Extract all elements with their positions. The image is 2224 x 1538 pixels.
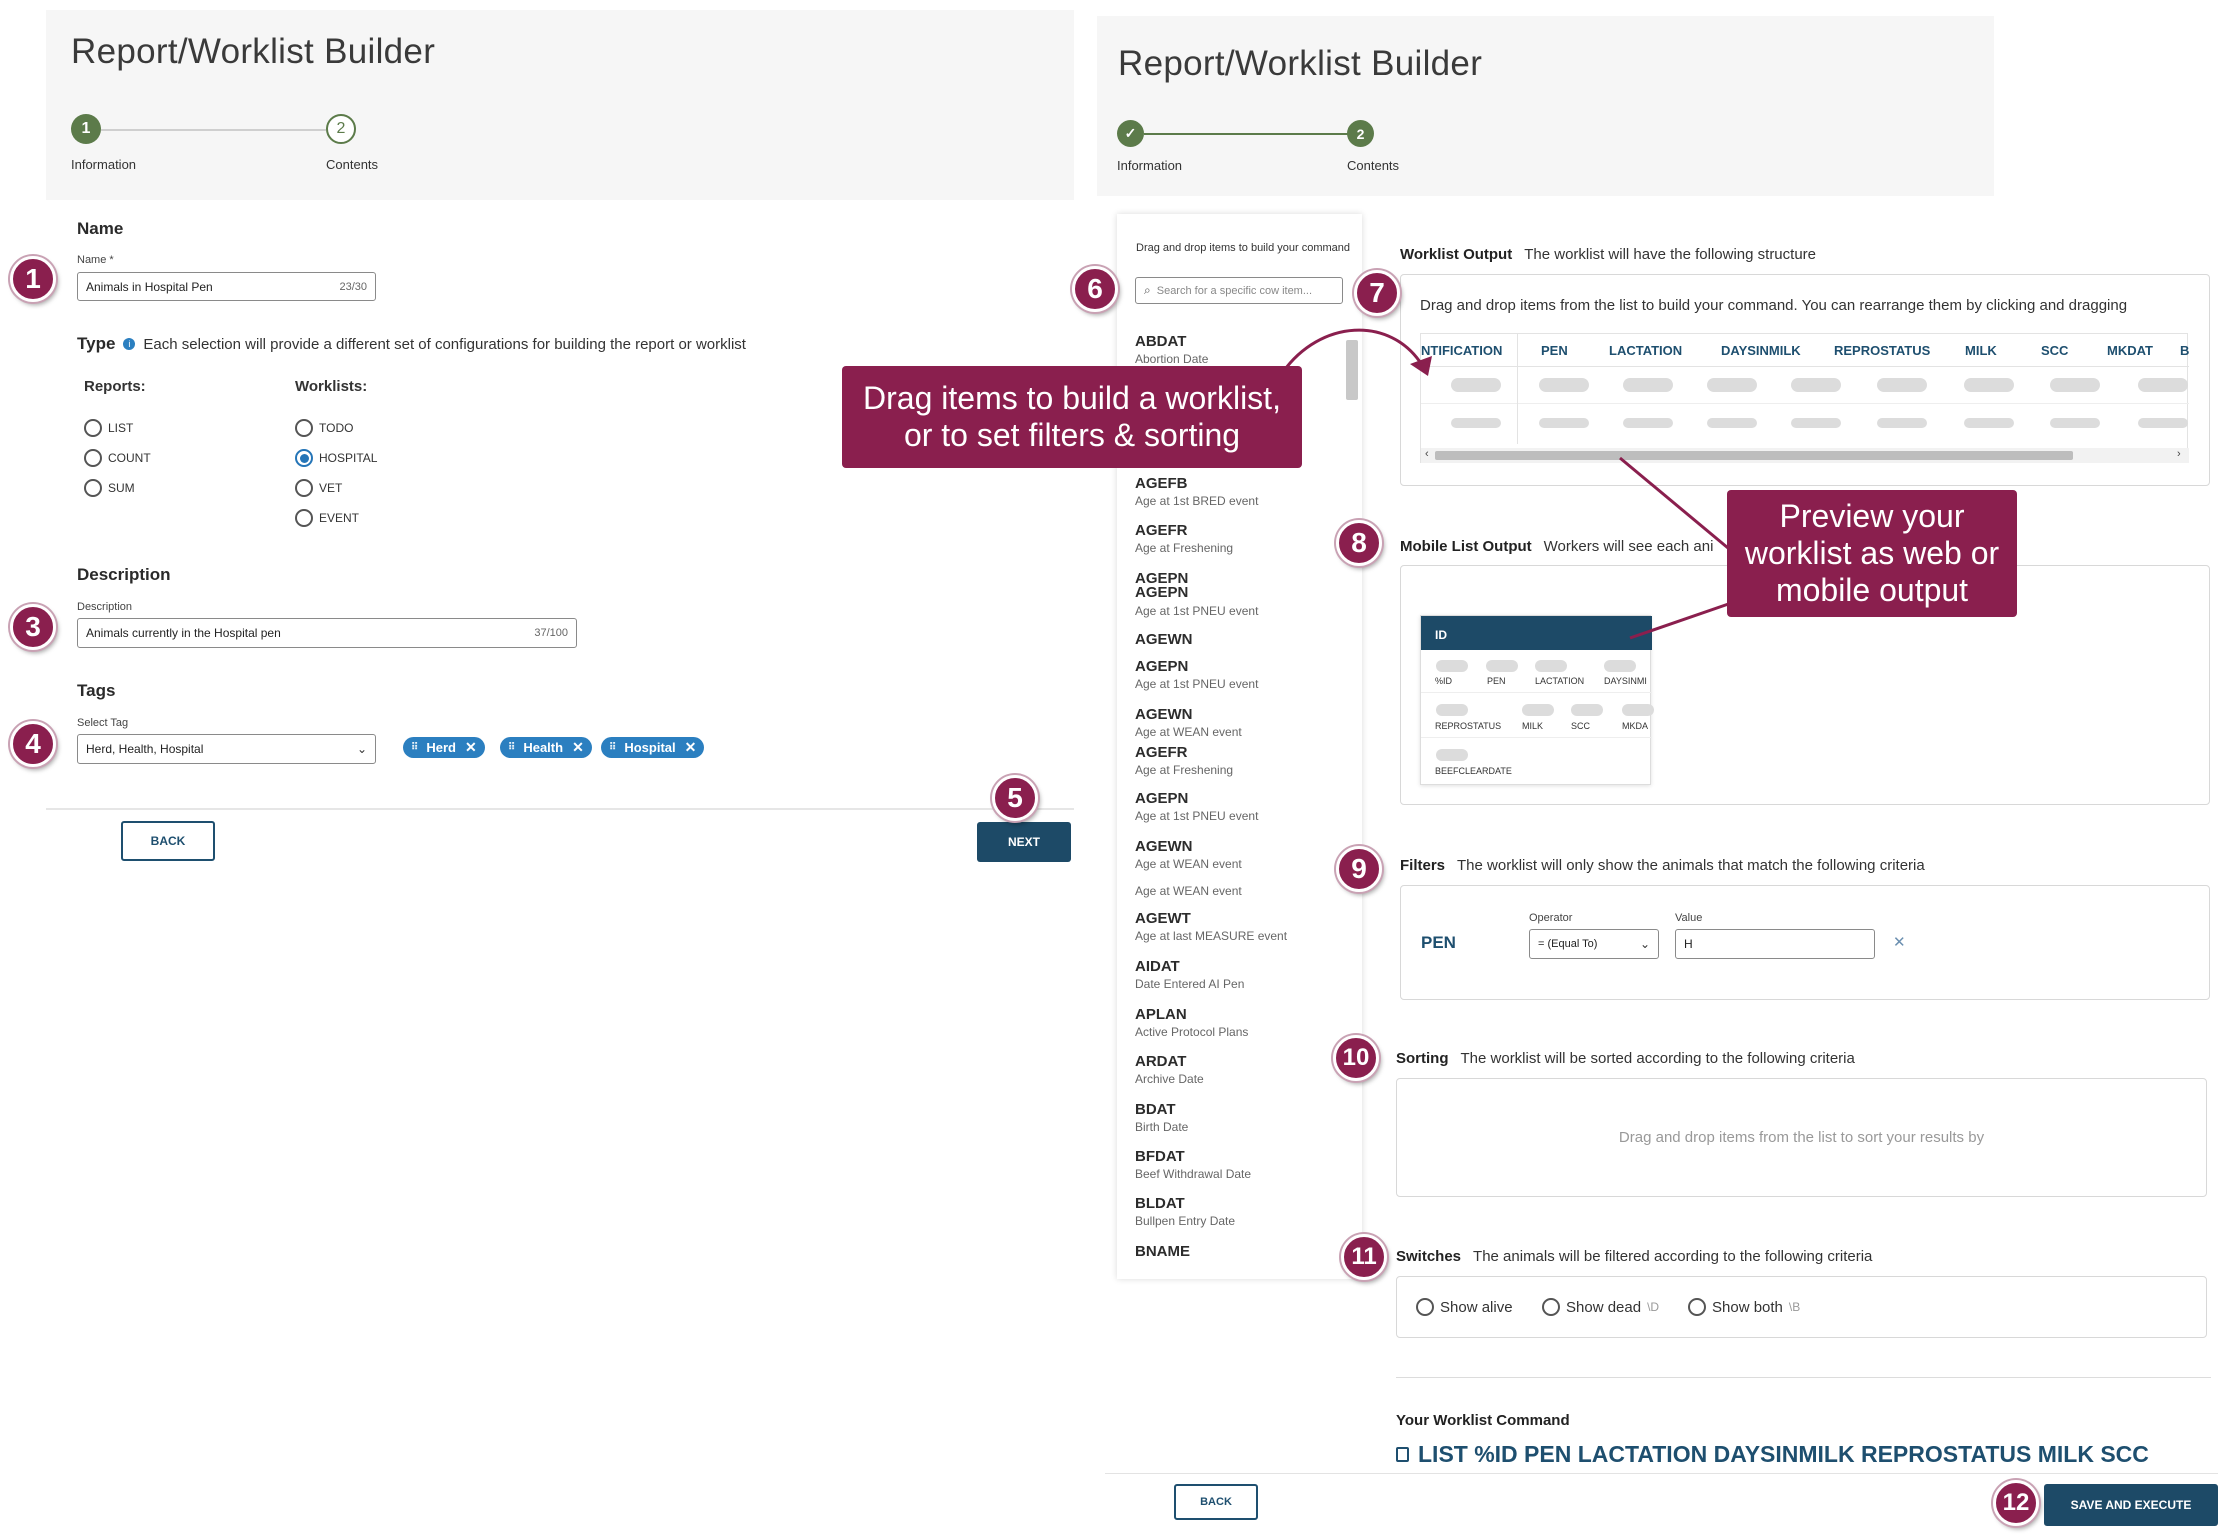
callout-drag-items: [842, 366, 1302, 468]
tag-select-value: Herd, Health, Hospital: [86, 742, 204, 756]
right-back-button[interactable]: BACK: [1174, 1484, 1258, 1520]
mobile-field-label: DAYSINMI: [1604, 676, 1647, 686]
drag-handle-icon[interactable]: ⠿: [609, 742, 617, 753]
list-item[interactable]: BNAME: [1135, 1243, 1190, 1260]
arrowhead-icon: [1410, 356, 1432, 376]
chip-label: Herd: [426, 740, 456, 755]
switch-key: \D: [1647, 1300, 1660, 1314]
filter-field-name: PEN: [1421, 933, 1456, 952]
operator-label: Operator: [1529, 912, 1573, 924]
name-char-count: 23/30: [339, 280, 367, 293]
step-badge-9: 9: [1336, 846, 1382, 892]
list-item[interactable]: Age at WEAN event: [1135, 884, 1242, 898]
mobile-field-label: LACTATION: [1535, 676, 1585, 686]
radio-label: HOSPITAL: [319, 451, 378, 465]
tag-select-label: Select Tag: [77, 717, 129, 729]
mobile-field-label: MILK: [1522, 721, 1544, 731]
reports-label: Reports:: [84, 378, 146, 395]
right-step-2-indicator[interactable]: 2: [1347, 120, 1374, 147]
callout-line: worklist as web or: [1744, 535, 2000, 571]
right-step-1-indicator[interactable]: ✓: [1117, 120, 1144, 147]
item-list-hint: Drag and drop items to build your command: [1136, 242, 1350, 254]
save-and-execute-button[interactable]: SAVE AND EXECUTE: [2044, 1484, 2218, 1526]
radio-label: EVENT: [319, 511, 360, 525]
step-badge-10: 10: [1333, 1035, 1379, 1081]
worklist-output-heading: Worklist Output The worklist will have the following structure: [1400, 246, 1817, 263]
search-icon: ⌕: [1144, 283, 1151, 297]
operator-value: = (Equal To): [1538, 938, 1598, 950]
scroll-right-icon[interactable]: ›: [2177, 448, 2181, 460]
column-header[interactable]: SCC: [2041, 343, 2069, 358]
radio-label: VET: [319, 481, 343, 495]
step-badge-4: 4: [10, 721, 56, 767]
list-item[interactable]: BLDAT Bullpen Entry Date: [1135, 1195, 1236, 1228]
name-input-value: Animals in Hospital Pen: [86, 279, 213, 294]
column-header[interactable]: NTIFICATION: [1421, 343, 1503, 358]
worklist-command-text: LIST %ID PEN LACTATION DAYSINMILK REPROSTATUS MILK SCC: [1418, 1441, 2149, 1467]
left-back-button[interactable]: BACK: [121, 821, 215, 861]
drag-handle-icon[interactable]: ⠿: [411, 742, 419, 753]
left-step-2-label: Contents: [326, 157, 379, 172]
list-item[interactable]: AGEFR Age at Freshening: [1135, 522, 1234, 555]
left-step-2-indicator[interactable]: 2: [326, 114, 356, 144]
list-item[interactable]: BFDAT Beef Withdrawal Date: [1135, 1148, 1252, 1181]
command-label: Your Worklist Command: [1396, 1412, 1570, 1429]
left-step-1-label: Information: [71, 157, 137, 172]
sorting-drag-hint: Drag and drop items from the list to sort your results by: [1618, 1129, 1985, 1146]
list-item[interactable]: AGEWN Age at WEAN event: [1135, 838, 1242, 871]
list-item[interactable]: AGEFB Age at 1st BRED event: [1135, 475, 1259, 508]
description-field-label: Description: [77, 601, 133, 613]
right-step-1-label: Information: [1117, 158, 1183, 173]
list-item[interactable]: AGEPN AGEPN: [1135, 570, 1189, 601]
description-section-heading: Description: [77, 565, 171, 584]
mobile-field-label: PEN: [1487, 676, 1506, 686]
switch-label: Show both: [1712, 1298, 1783, 1316]
chevron-down-icon: ⌄: [1639, 937, 1650, 951]
mobile-field-label: %ID: [1435, 676, 1453, 686]
radio-label: TODO: [319, 421, 354, 435]
callout-arrow-preview-bottom: [1630, 600, 1740, 638]
mobile-output-heading: Mobile List Output Workers will see each ani: [1400, 538, 1714, 555]
item-search-placeholder: Search for a specific cow item...: [1156, 284, 1313, 297]
type-section-heading: Type: [77, 334, 116, 353]
column-header[interactable]: DAYSINMILK: [1721, 343, 1801, 358]
left-page-title: Report/Worklist Builder: [71, 32, 436, 71]
worklist-output-drag-hint: Drag and drop items from the list to build your command. You can rearrange them by clicking and dragging: [1420, 297, 2128, 314]
radio-label: COUNT: [108, 451, 151, 465]
next-button[interactable]: NEXT: [977, 822, 1071, 862]
mobile-field-label: BEEFCLEARDATE: [1435, 766, 1512, 776]
drag-handle-icon[interactable]: ⠿: [508, 742, 516, 753]
list-item[interactable]: AGEWN Age at WEAN event: [1135, 706, 1242, 739]
mobile-card-header: ID: [1421, 616, 1652, 650]
list-item[interactable]: AGEPN Age at 1st PNEU event: [1135, 790, 1259, 823]
remove-filter-icon[interactable]: ✕: [1893, 934, 1906, 951]
radio-label: SUM: [108, 481, 135, 495]
info-icon[interactable]: i: [123, 338, 135, 350]
list-item[interactable]: AGEFR Age at Freshening: [1135, 744, 1234, 777]
switches-heading: Switches The animals will be filtered according to the following criteria: [1396, 1248, 1873, 1265]
sorting-heading: Sorting The worklist will be sorted according to the following criteria: [1396, 1050, 1855, 1067]
name-section-heading: Name: [77, 219, 124, 238]
mobile-field-label: SCC: [1571, 721, 1591, 731]
callout-line: Drag items to build a worklist,: [863, 380, 1281, 416]
filters-heading: Filters The worklist will only show the animals that match the following criteria: [1400, 857, 1925, 874]
column-header[interactable]: B: [2180, 343, 2190, 358]
callout-line: or to set filters & sorting: [903, 417, 1241, 453]
chip-label: Health: [523, 740, 564, 755]
callout-line: Preview your: [1779, 498, 1965, 534]
description-char-count: 37/100: [534, 627, 568, 639]
step-badge-1: 1: [10, 256, 56, 302]
column-header[interactable]: MKDAT: [2107, 343, 2153, 358]
step-badge-5: 5: [992, 775, 1038, 821]
step-badge-3: 3: [10, 604, 56, 650]
mobile-field-label: MKDA: [1622, 721, 1649, 731]
switch-label: Show alive: [1440, 1298, 1513, 1316]
step-badge-11: 11: [1341, 1234, 1387, 1280]
list-item[interactable]: AGEWN: [1135, 631, 1193, 648]
switch-key: \B: [1788, 1300, 1801, 1314]
list-item[interactable]: AGEWT Age at last MEASURE event: [1135, 910, 1288, 943]
close-icon[interactable]: ✕: [464, 739, 477, 755]
chevron-down-icon: ⌄: [356, 742, 367, 756]
name-field-label: Name *: [77, 254, 114, 266]
close-icon[interactable]: ✕: [572, 739, 584, 755]
list-item[interactable]: ABDAT Abortion Date: [1135, 333, 1209, 366]
column-header[interactable]: MILK: [1965, 343, 1997, 358]
step-badge-7: 7: [1354, 270, 1400, 316]
step-badge-6: 6: [1072, 266, 1118, 312]
column-header[interactable]: LACTATION: [1609, 343, 1683, 358]
switch-label: Show dead: [1566, 1298, 1642, 1316]
callout-preview-output: [1727, 490, 2017, 617]
list-item[interactable]: ARDAT Archive Date: [1135, 1053, 1204, 1086]
worklists-label: Worklists:: [295, 378, 368, 395]
scroll-left-icon[interactable]: ‹: [1425, 448, 1429, 460]
step-badge-12: 12: [1993, 1480, 2039, 1526]
list-item[interactable]: APLAN Active Protocol Plans: [1135, 1006, 1249, 1039]
value-label: Value: [1675, 912, 1703, 924]
column-header[interactable]: REPROSTATUS: [1834, 343, 1931, 358]
right-page-title: Report/Worklist Builder: [1118, 44, 1483, 83]
chip-label: Hospital: [624, 740, 676, 755]
mobile-field-label: REPROSTATUS: [1435, 721, 1502, 731]
column-header[interactable]: PEN: [1541, 343, 1568, 358]
list-item[interactable]: AGEPN Age at 1st PNEU event: [1135, 658, 1259, 691]
step-badge-8: 8: [1336, 520, 1382, 566]
tags-section-heading: Tags: [77, 681, 116, 700]
list-item[interactable]: BDAT Birth Date: [1135, 1101, 1189, 1134]
callout-arrow-preview-top: [1620, 458, 1740, 558]
list-item[interactable]: AIDAT Date Entered AI Pen: [1135, 958, 1245, 991]
description-input-value: Animals currently in the Hospital pen: [86, 626, 281, 640]
right-step-2-label: Contents: [1347, 158, 1400, 173]
filter-value-text: H: [1684, 937, 1693, 951]
callout-line: mobile output: [1775, 572, 1969, 608]
radio-label: LIST: [108, 421, 134, 435]
callout-arrow-drag: [1283, 330, 1422, 372]
list-item[interactable]: Age at 1st PNEU event: [1135, 604, 1259, 618]
close-icon[interactable]: ✕: [684, 739, 697, 755]
left-step-1-indicator[interactable]: 1: [71, 114, 101, 144]
type-hint-text: Each selection will provide a different set of configurations for building the report or worklist: [143, 335, 746, 353]
